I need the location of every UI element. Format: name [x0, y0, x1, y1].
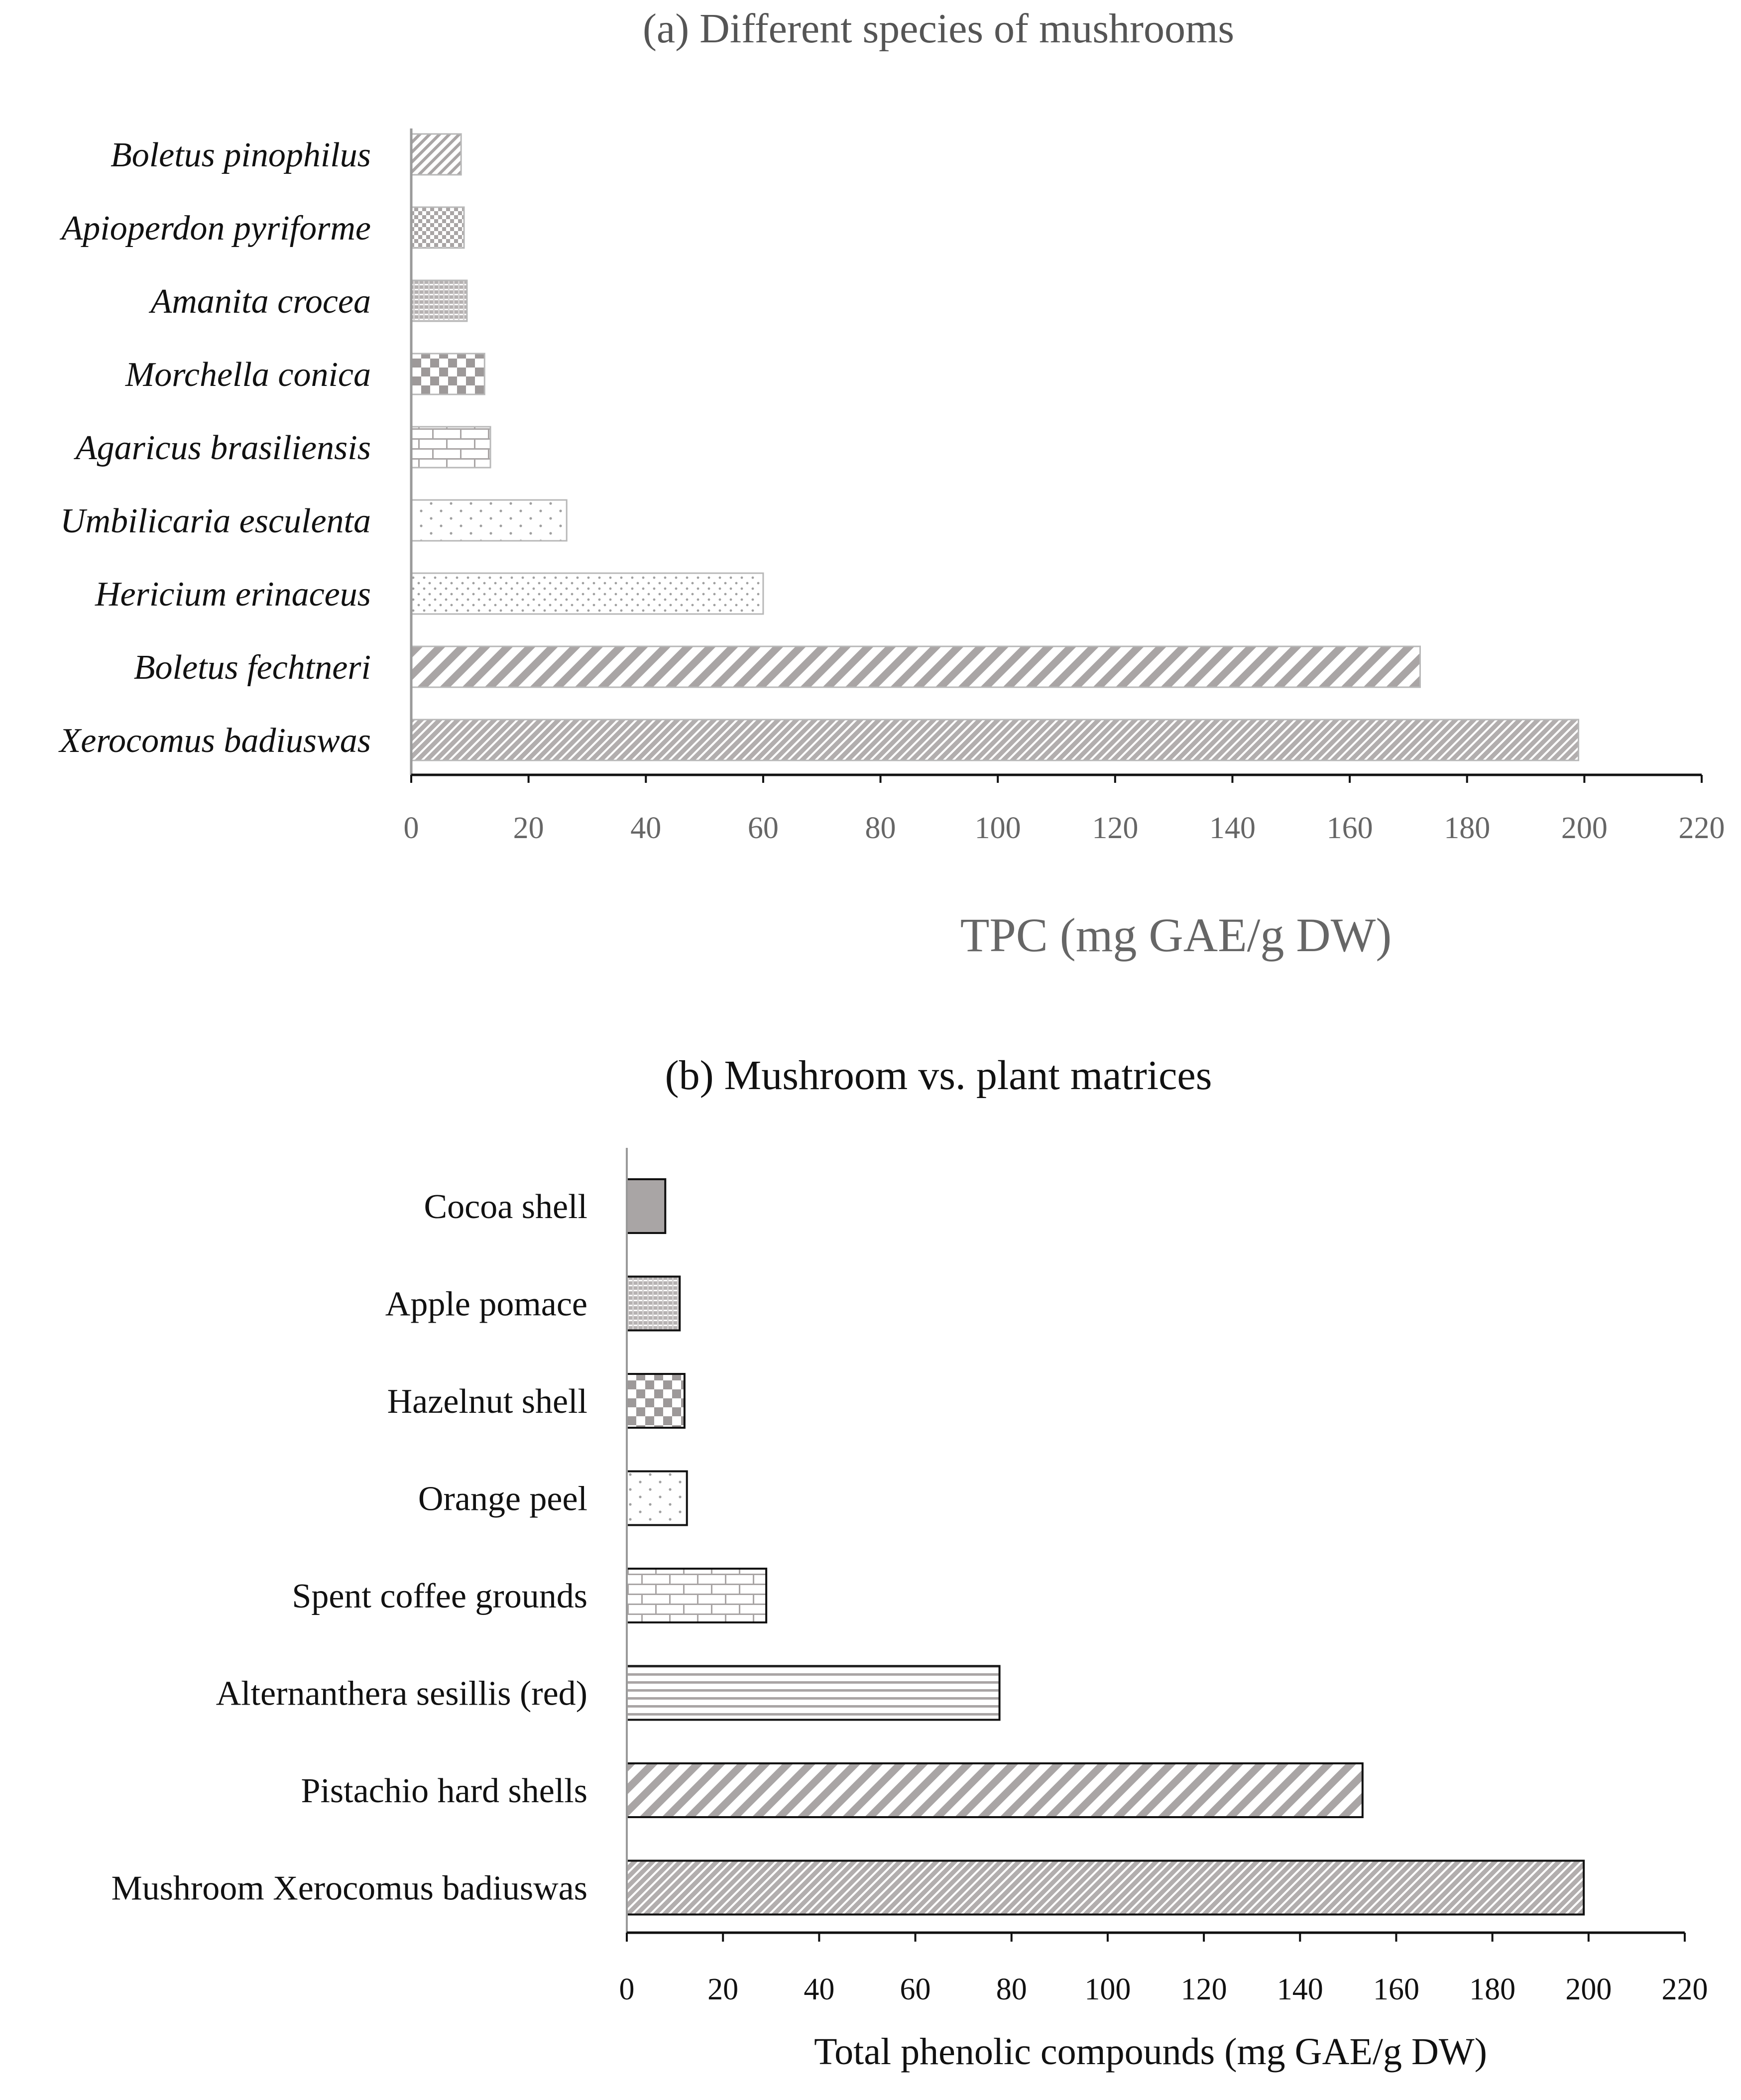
category-label-b-orange-peel: Orange peel: [418, 1480, 587, 1518]
bar-a-hericium-erinaceus: [411, 573, 763, 614]
chart-b-bars: [627, 1179, 1584, 1915]
bar-b-mushroom-xerocomus-badiuswas: [627, 1861, 1584, 1915]
bar-a-umbilicaria-esculenta: [411, 500, 567, 541]
x-tick-label-a-180: 180: [1444, 811, 1491, 845]
bar-b-hazelnut-shell: [627, 1374, 685, 1428]
chart-b-x-label: Total phenolic compounds (mg GAE/g DW): [814, 2031, 1487, 2073]
category-label-a-xerocomus-badiuswas: Xerocomus badiuswas: [59, 722, 371, 760]
x-tick-label-b-120: 120: [1180, 1973, 1227, 2006]
category-label-b-mushroom-xerocomus-badiuswas: Mushroom Xerocomus badiuswas: [111, 1869, 587, 1908]
x-tick-label-a-220: 220: [1678, 811, 1725, 845]
x-tick-label-b-160: 160: [1373, 1973, 1419, 2006]
x-tick-label-b-20: 20: [707, 1973, 739, 2006]
category-label-b-spent-coffee-grounds: Spent coffee grounds: [292, 1577, 587, 1615]
x-tick-label-a-60: 60: [747, 811, 779, 845]
bar-b-cocoa-shell: [627, 1179, 665, 1233]
bar-a-amanita-crocea: [411, 280, 467, 321]
chart-a: [58, 5, 1725, 962]
chart-a-title: (a) Different species of mushrooms: [642, 5, 1235, 52]
bar-a-agaricus-brasiliensis: [411, 427, 490, 468]
category-label-a-agaricus-brasiliensis: Agaricus brasiliensis: [75, 429, 371, 467]
x-tick-label-a-120: 120: [1092, 811, 1139, 845]
chart-a-category-labels: [58, 136, 371, 760]
category-label-a-amanita-crocea: Amanita crocea: [150, 282, 371, 321]
bar-b-alternanthera-sesillis-red: [627, 1666, 1000, 1720]
category-label-b-pistachio-hard-shells: Pistachio hard shells: [301, 1772, 587, 1810]
bar-b-spent-coffee-grounds: [627, 1569, 766, 1622]
bar-b-orange-peel: [627, 1472, 687, 1525]
x-tick-label-a-200: 200: [1561, 811, 1608, 845]
category-label-b-hazelnut-shell: Hazelnut shell: [387, 1382, 587, 1421]
category-label-a-morchella-conica: Morchella conica: [125, 356, 371, 394]
x-tick-label-b-140: 140: [1277, 1973, 1323, 2006]
chart-b-title: (b) Mushroom vs. plant matrices: [665, 1052, 1212, 1099]
x-tick-label-a-40: 40: [630, 811, 662, 845]
x-tick-label-b-40: 40: [804, 1973, 835, 2006]
bar-a-xerocomus-badiuswas: [411, 720, 1579, 760]
x-tick-label-a-80: 80: [865, 811, 896, 845]
x-tick-label-b-0: 0: [619, 1973, 635, 2006]
x-tick-label-a-100: 100: [974, 811, 1021, 845]
bar-a-boletus-pinophilus: [411, 134, 461, 175]
category-label-a-apioperdon-pyriforme: Apioperdon pyriforme: [61, 209, 371, 247]
chart-a-x-label: TPC (mg GAE/g DW): [960, 908, 1392, 962]
bar-a-apioperdon-pyriforme: [411, 207, 464, 248]
bar-b-pistachio-hard-shells: [627, 1763, 1363, 1817]
category-label-a-boletus-fechtneri: Boletus fechtneri: [133, 648, 371, 687]
x-tick-label-b-80: 80: [996, 1973, 1027, 2006]
x-tick-label-b-60: 60: [900, 1973, 931, 2006]
x-tick-label-b-180: 180: [1469, 1973, 1516, 2006]
chart-b-x-ticks: [619, 1933, 1708, 2006]
category-label-b-apple-pomace: Apple pomace: [385, 1285, 587, 1324]
bar-b-apple-pomace: [627, 1277, 680, 1331]
x-tick-label-b-100: 100: [1084, 1973, 1131, 2006]
x-tick-label-a-20: 20: [513, 811, 544, 845]
x-tick-label-a-0: 0: [403, 811, 419, 845]
x-tick-label-b-220: 220: [1661, 1973, 1708, 2006]
category-label-a-boletus-pinophilus: Boletus pinophilus: [110, 136, 371, 174]
x-tick-label-b-200: 200: [1565, 1973, 1612, 2006]
chart-b-category-labels: [111, 1188, 587, 1908]
category-label-a-umbilicaria-esculenta: Umbilicaria esculenta: [60, 502, 371, 540]
category-label-a-hericium-erinaceus: Hericium erinaceus: [95, 575, 371, 614]
bar-a-morchella-conica: [411, 354, 484, 394]
bar-a-boletus-fechtneri: [411, 646, 1420, 687]
x-tick-label-a-160: 160: [1326, 811, 1373, 845]
chart-b: [111, 1052, 1708, 2073]
chart-a-x-ticks: [404, 775, 1725, 845]
category-label-b-alternanthera-sesillis-red: Alternanthera sesillis (red): [216, 1674, 587, 1713]
category-label-b-cocoa-shell: Cocoa shell: [424, 1188, 587, 1226]
x-tick-label-a-140: 140: [1209, 811, 1256, 845]
chart-a-bars: [411, 134, 1579, 760]
